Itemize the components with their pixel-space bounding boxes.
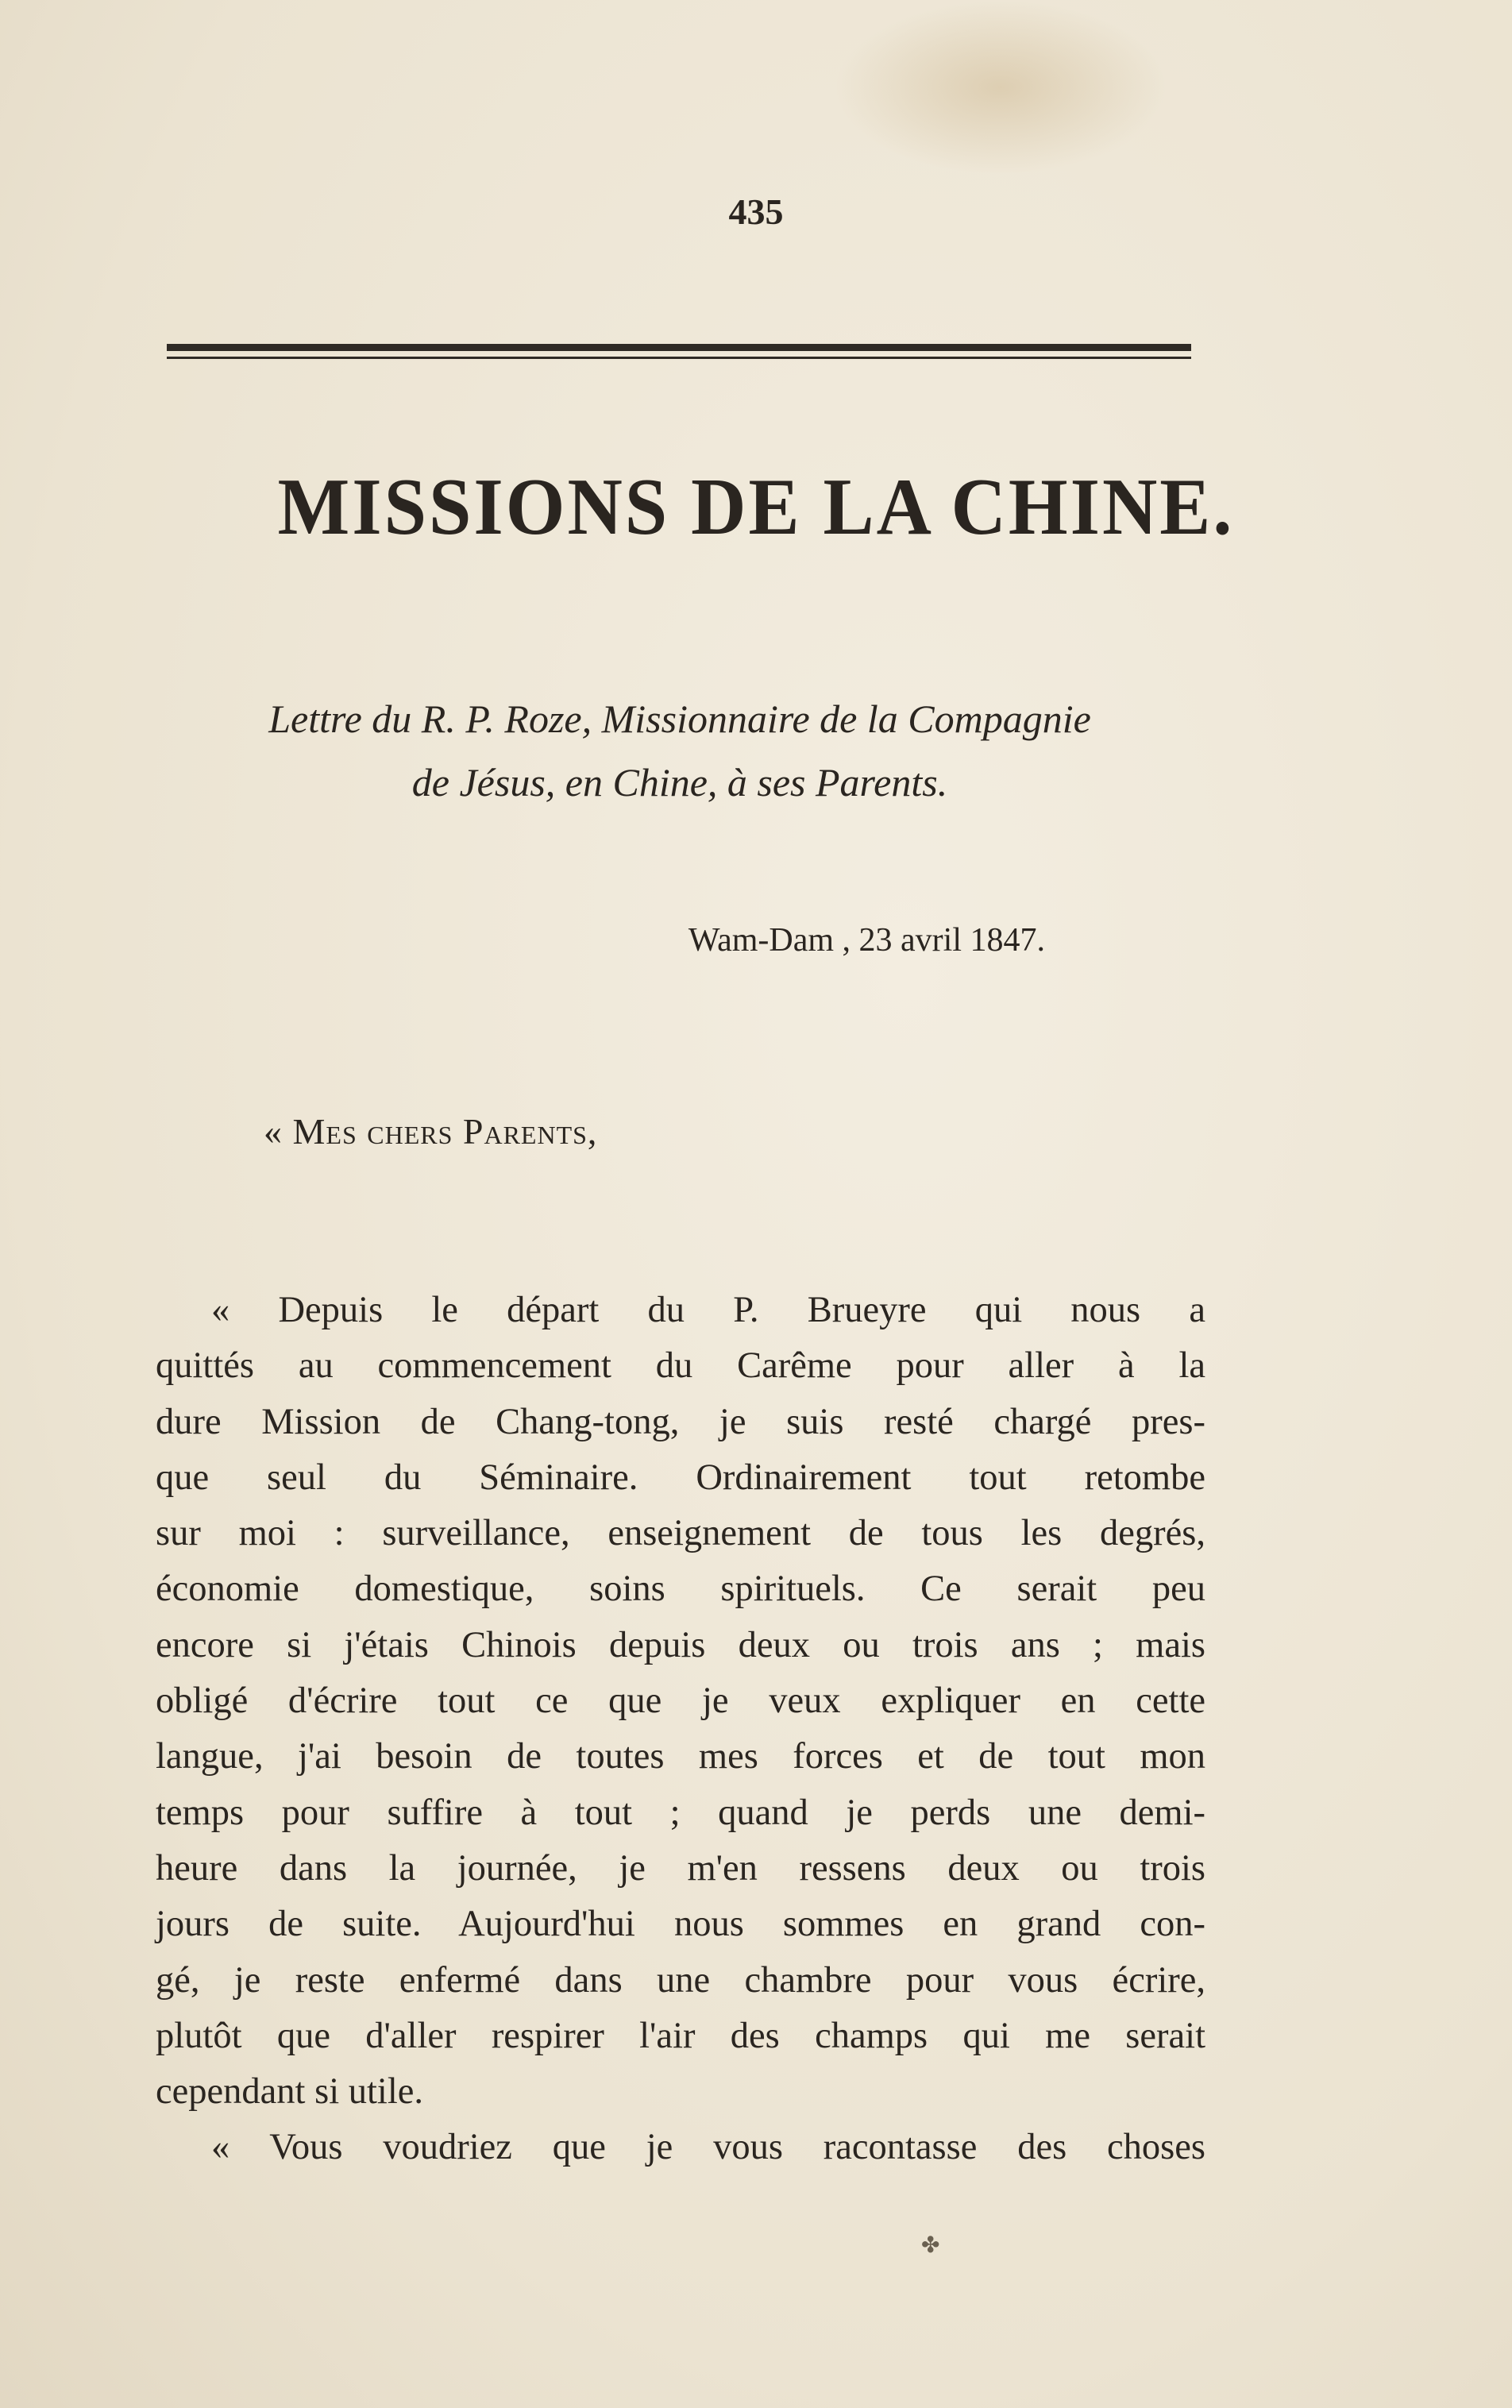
header-rule-thick <box>167 344 1191 351</box>
body-line: cependant si utile. <box>156 2071 424 2113</box>
body-line: que seul du Séminaire. Ordinairement tout retombe <box>156 1457 1205 1498</box>
letter-subtitle <box>156 687 1204 814</box>
body-line: gé, je reste enfermé dans une chambre pour vous écrire, <box>156 1959 1205 2001</box>
subtitle-line: de Jésus, en Chine, à ses Parents. <box>411 760 948 805</box>
subtitle-line: Lettre du R. P. Roze, Missionnaire de la Compagnie <box>268 697 1091 741</box>
printer-mark: ✤ <box>921 2233 940 2258</box>
body-line: plutôt que d'aller respirer l'air des champs qui me serait <box>156 2015 1205 2056</box>
body-line: encore si j'étais Chinois depuis deux ou trois ans ; mais <box>156 1624 1205 1665</box>
body-line: « Depuis le départ du P. Brueyre qui nous a <box>211 1290 1205 1330</box>
body-line: économie domestique, soins spirituels. Ce serait peu <box>156 1569 1205 1610</box>
header-rule-thin <box>167 357 1191 359</box>
body-text <box>156 1283 1205 2176</box>
page-number: 435 <box>728 191 784 232</box>
body-line: langue, j'ai besoin de toutes mes forces et de tout mon <box>156 1736 1205 1777</box>
body-line: temps pour suffire à tout ; quand je perds une demi- <box>156 1792 1205 1833</box>
body-line: sur moi : surveillance, enseignement de tous les degrés, <box>156 1513 1205 1554</box>
body-line: quittés au commencement du Carême pour aller à la <box>156 1345 1205 1387</box>
section-title: MISSIONS DE LA CHINE. <box>277 461 1235 552</box>
place-date: Wam-Dam , 23 avril 1847. <box>688 922 1045 959</box>
body-line: obligé d'écrire tout ce que je veux expliquer en cette <box>156 1681 1205 1722</box>
page-stain <box>834 0 1167 175</box>
salutation: « Mes chers Parents, <box>264 1111 598 1152</box>
body-line: dure Mission de Chang-tong, je suis resté chargé pres- <box>156 1401 1205 1442</box>
body-line: « Vous voudriez que je vous racontasse des choses <box>211 2127 1205 2168</box>
body-line: jours de suite. Aujourd'hui nous sommes en grand con- <box>156 1904 1205 1945</box>
body-line: heure dans la journée, je m'en ressens deux ou trois <box>156 1847 1205 1889</box>
